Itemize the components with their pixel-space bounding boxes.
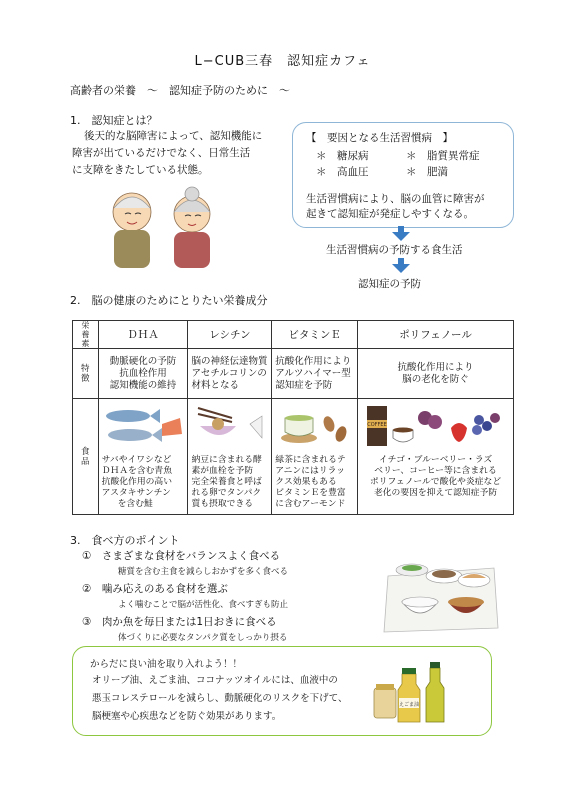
oil-heading: からだに良い油を取り入れよう！！ — [90, 659, 243, 670]
row-label-text: 栄養素 — [81, 321, 90, 348]
food-text — [99, 453, 188, 512]
food-line: 完全栄養食と呼ば — [191, 477, 262, 487]
tips-list — [82, 548, 288, 643]
feature-line: 抗血栓作用 — [119, 367, 167, 379]
nutrient-name-row — [73, 321, 514, 349]
food-line: 老化の要因を抑えて認知症予防 — [373, 488, 498, 498]
feature-line: 認知症を予防 — [275, 379, 333, 391]
meal-tray-illustration — [382, 546, 500, 636]
row-label-food — [73, 399, 99, 515]
feature-line: アセチルコリンの — [191, 367, 267, 379]
elderly-couple-illustration — [100, 182, 230, 272]
tea-almond-illustration — [272, 399, 357, 453]
food-line: 質も摂取できる — [191, 499, 254, 509]
bottle-label: えごま油 — [398, 702, 420, 708]
flow-arrow-1 — [392, 226, 410, 241]
food-line: に含むアーモンド — [275, 499, 346, 509]
tip-sub: 体づくりに必要なタンパク質をしっかり摂る — [118, 633, 288, 643]
food-line: 緑茶に含まれるテ — [275, 455, 346, 465]
food-row — [73, 399, 514, 515]
grandma-figure — [174, 187, 210, 268]
food-text — [188, 453, 271, 512]
feature-line: 脳の神経伝達物質 — [191, 355, 268, 367]
food-line: クス効果もある — [275, 477, 337, 487]
food-line: ベリー、コーヒー等に含まれる — [374, 466, 497, 476]
food-line: アスタキサンチン — [101, 488, 171, 498]
food-line: 抗酸化作用の高い — [101, 477, 173, 487]
tip-sub: 糖質を含む主食を減らしおかずを多く食べる — [118, 567, 289, 577]
factors-note-line: 起きて認知症が発症しやすくなる。 — [306, 208, 474, 220]
food-line: 納豆に含まれる酵 — [191, 455, 262, 465]
section1-heading: 1. 認知症とは？ — [70, 114, 158, 127]
factors-note-line: 生活習慣病により、脳の血管に障害が — [306, 193, 485, 205]
flow-arrow-2 — [392, 258, 410, 273]
tip-title: ② 噛み応えのある食材を選ぶ — [82, 583, 228, 595]
section2-heading: 2. 脳の健康のためにとりたい栄養成分 — [70, 294, 268, 307]
row-label-text: 食品 — [81, 446, 90, 467]
feature-cell — [98, 349, 188, 399]
nutrient-name: レシチン — [188, 321, 272, 349]
nutrient-name: ポリフェノール — [358, 321, 514, 349]
feature-row — [73, 349, 514, 399]
feature-line: アルツハイマー型 — [275, 367, 351, 379]
section1-line: に支障をきたしている状態。 — [72, 164, 209, 176]
coffee-berry-illustration — [358, 399, 513, 453]
factors-heading: 【 要因となる生活習慣病 】 — [306, 132, 453, 144]
fish-illustration — [99, 399, 188, 453]
natto-egg-illustration — [188, 399, 271, 453]
oil-bottles-illustration — [372, 654, 452, 728]
tip-title: ① さまざまな食材をバランスよく食べる — [82, 550, 281, 562]
food-line: ＤＨＡを含む青魚 — [101, 466, 173, 476]
oil-line: 悪玉コレステロールを減らし、動脈硬化のリスクを下げて、 — [92, 693, 348, 704]
factors-note — [306, 192, 485, 222]
oil-line: オリーブ油、えごま油、ココナッツオイルには、血液中の — [92, 675, 338, 686]
factor-item: ＊ 脂質異常症 — [406, 150, 480, 162]
oil-line: 脳梗塞や心疾患などを防ぐ効果があります。 — [92, 711, 282, 722]
food-line: を含む鮭 — [117, 499, 153, 509]
nutrient-name: ＤＨＡ — [98, 321, 188, 349]
feature-cell — [358, 349, 514, 399]
page-title: L−CUB三春 認知症カフェ — [194, 54, 371, 69]
food-line: イチゴ・ブルーベリー・ラズ — [378, 455, 493, 465]
food-cell — [98, 399, 188, 515]
feature-line: 抗酸化作用により — [397, 361, 474, 373]
fish-icon — [102, 402, 184, 450]
coffee-label: COFFEE — [366, 422, 387, 428]
feature-cell — [188, 349, 272, 399]
nutrient-name: ビタミンＥ — [272, 321, 358, 349]
section1-text — [72, 128, 262, 179]
grandpa-figure — [113, 193, 151, 268]
natto-icon — [192, 402, 268, 450]
oil-text — [92, 672, 347, 726]
feature-line: 抗酸化作用により — [275, 355, 352, 367]
section1-line: 障害が出ているだけでなく、日常生活 — [72, 147, 251, 159]
page-subtitle: 高齢者の栄養 ～ 認知症予防のために ～ — [70, 84, 290, 97]
feature-line: 認知機能の維持 — [109, 379, 177, 391]
factor-item: ＊ 高血圧 — [316, 166, 369, 178]
food-cell — [188, 399, 272, 515]
food-text — [272, 453, 357, 512]
flow-step-1: 生活習慣病の予防する食生活 — [326, 244, 463, 256]
food-cell — [272, 399, 358, 515]
row-label-feature — [73, 349, 99, 399]
food-text — [358, 453, 513, 501]
coffee-berries-icon — [361, 400, 511, 452]
food-line: れる卵でタンパク — [191, 488, 262, 498]
food-line: サバやイワシなど — [101, 455, 172, 465]
row-label-nutrient — [73, 321, 99, 349]
food-cell — [358, 399, 514, 515]
tip-sub: よく噛むことで脳が活性化、食べすぎも防止 — [118, 600, 289, 610]
factor-item: ＊ 糖尿病 — [316, 150, 369, 162]
feature-cell — [272, 349, 358, 399]
section3-heading: 3. 食べ方のポイント — [70, 534, 180, 547]
row-label-text: 特徴 — [81, 363, 90, 384]
feature-line: 脳の老化を防ぐ — [402, 373, 469, 385]
nutrient-table — [72, 320, 514, 515]
green-tea-icon — [277, 402, 353, 450]
food-line: アニンにはリラッ — [275, 466, 346, 476]
feature-line: 材料となる — [191, 379, 239, 391]
feature-line: 動脈硬化の予防 — [109, 355, 177, 367]
food-line: 素が血栓を予防 — [191, 466, 254, 476]
food-line: ビタミンＥを豊富 — [275, 488, 346, 498]
section1-line: 後天的な脳障害によって、認知機能に — [84, 130, 263, 142]
factor-item: ＊ 肥満 — [406, 166, 448, 178]
flow-step-2: 認知症の予防 — [358, 278, 421, 290]
food-line: ポリフェノールで酸化や炎症など — [369, 477, 502, 487]
tip-title: ③ 肉か魚を毎日または1日おきに食べる — [82, 616, 277, 628]
